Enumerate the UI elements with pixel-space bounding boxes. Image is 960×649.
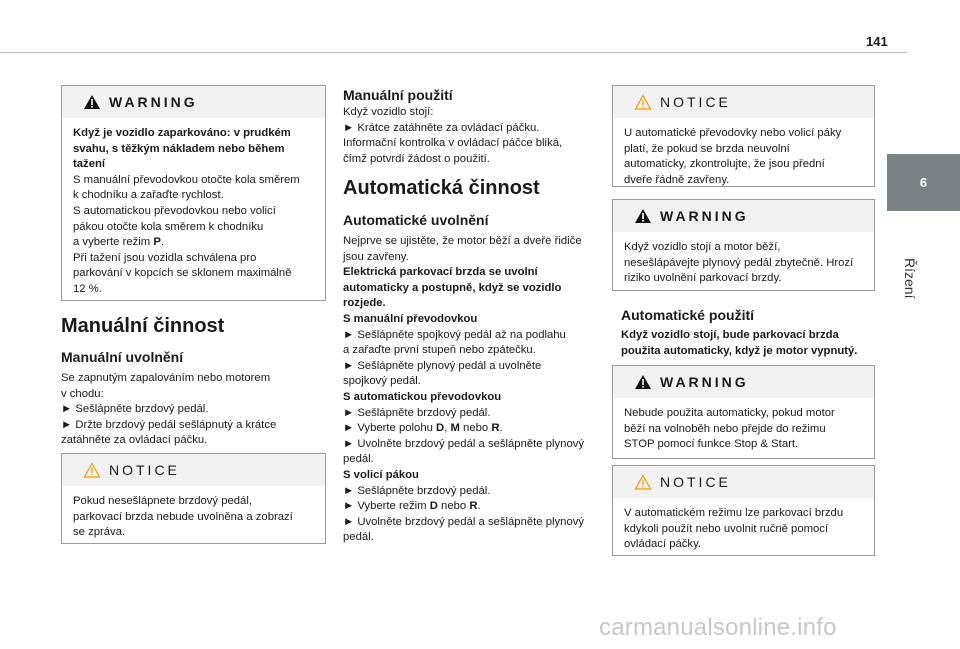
- text-line-bold: S manuální převodovkou: [343, 312, 478, 325]
- mode-p: P: [153, 236, 161, 249]
- text-line: čímž potvrdí žádost o použití.: [343, 152, 490, 165]
- notice-line: dveře řádně zavřeny.: [624, 173, 730, 186]
- text-line: ► Držte brzdový pedál sešlápnutý a krátce: [61, 418, 277, 431]
- warning-bold-line: tažení: [73, 158, 106, 171]
- mode-d: D: [429, 500, 438, 513]
- text-line: pedál.: [343, 453, 374, 466]
- automatic-release-text: [343, 234, 584, 546]
- notice-line: kdykoli použít nebo uvolnit ručně pomocí: [624, 522, 829, 535]
- text-line: a zařaďte první stupeň nebo zpátečku.: [343, 344, 536, 357]
- warning-bold-line: Když je vozidlo zaparkováno: v prudkém: [73, 127, 291, 139]
- warning-line: riziko uvolnění parkovací brzdy.: [624, 272, 782, 285]
- notice-box-doors: [612, 85, 875, 187]
- text-fragment: ► Vyberte režim: [343, 500, 430, 513]
- text-line: Informační kontrolka v ovládací páčce bliká,: [343, 137, 563, 150]
- warning-icon: [634, 208, 652, 224]
- warning-box-idle: [612, 365, 875, 459]
- notice-title: NOTICE: [660, 94, 731, 110]
- heading-automatic-operation: Automatická činnost: [343, 177, 540, 199]
- text-line: Nejprve se ujistěte, že motor běží a dveře řidiče: [343, 235, 582, 247]
- top-divider: [0, 52, 907, 53]
- text-fragment: ► Vyberte polohu: [343, 422, 437, 435]
- warning-line: nesešlápávejte plynový pedál zbytečně. Hrozí: [624, 256, 854, 269]
- text-line: jsou zavřeny.: [343, 250, 409, 263]
- text-line: v chodu:: [61, 387, 104, 400]
- page-number: 141: [866, 34, 888, 49]
- warning-line: S automatickou převodovkou nebo volicí: [73, 204, 276, 217]
- warning-line: Nebude použita automaticky, pokud motor: [624, 407, 835, 419]
- notice-line: automaticky, zkontrolujte, že jsou přední: [624, 158, 825, 171]
- text-fragment: .: [477, 500, 481, 513]
- text-line: pedál.: [343, 531, 374, 544]
- heading-manual-operation: Manuální činnost: [61, 315, 225, 337]
- text-fragment: .: [160, 236, 165, 249]
- notice-header: [613, 466, 874, 498]
- notice-icon: [83, 462, 101, 478]
- heading-manual-use: Manuální použití: [343, 87, 453, 103]
- warning-title: WARNING: [660, 374, 749, 390]
- mode-m: M: [450, 422, 460, 435]
- notice-box-auto-mode: [612, 465, 875, 556]
- warning-line: S manuální převodovkou otočte kola směrem: [73, 173, 300, 186]
- warning-title: WARNING: [660, 208, 749, 224]
- text-line: spojkový pedál.: [343, 375, 421, 388]
- heading-automatic-release: Automatické uvolnění: [343, 212, 489, 228]
- text-line: ► Krátce zatáhněte za ovládací páčku.: [343, 121, 540, 134]
- chapter-tab[interactable]: 6: [887, 154, 960, 211]
- text-line-bold: Když vozidlo stojí, bude parkovací brzda: [621, 329, 839, 341]
- notice-line: platí, že pokud se brzda neuvolní: [624, 142, 790, 155]
- notice-line: V automatickém režimu lze parkovací brzdu: [624, 507, 844, 519]
- notice-title: NOTICE: [109, 462, 180, 478]
- text-line: ► Uvolněte brzdový pedál a sešlápněte plynový: [343, 515, 585, 528]
- text-line-bold: S volicí pákou: [343, 468, 419, 481]
- warning-line: parkování v kopcích se sklonem maximálně: [73, 267, 292, 280]
- warning-box-accelerator: [612, 199, 875, 291]
- text-fragment: .: [499, 422, 503, 435]
- text-line-bold: automaticky a postupně, když se vozidlo: [343, 281, 562, 294]
- warning-icon: [83, 94, 101, 110]
- warning-header: [613, 200, 874, 232]
- notice-line: Pokud nesešlápnete brzdový pedál,: [73, 495, 252, 507]
- text-fragment: ,: [444, 422, 451, 435]
- manual-release-text: [61, 371, 276, 449]
- text-line: ► Sešlápněte brzdový pedál.: [61, 403, 209, 416]
- warning-line: pákou otočte kola směrem k chodníku: [73, 220, 264, 233]
- warning-line: STOP pomocí funkce Stop & Start.: [624, 438, 799, 451]
- text-line: Se zapnutým zapalováním nebo motorem: [61, 372, 271, 384]
- text-line: ► Uvolněte brzdový pedál a sešlápněte plynový: [343, 437, 585, 450]
- text-line: ► Sešlápněte brzdový pedál.: [343, 406, 491, 419]
- notice-title: NOTICE: [660, 474, 731, 490]
- warning-icon: [634, 374, 652, 390]
- text-line-modes: [343, 499, 584, 515]
- notice-line: ovládací páčky.: [624, 538, 702, 551]
- warning-line: 12 %.: [73, 282, 102, 295]
- warning-line: k chodníku a zařaďte rychlost.: [73, 189, 224, 202]
- notice-header: [62, 454, 325, 486]
- mode-r: R: [491, 422, 500, 435]
- warning-line-mode: [73, 235, 315, 251]
- text-line: ► Sešlápněte plynový pedál a uvolněte: [343, 359, 542, 372]
- warning-box-towing: [61, 85, 326, 301]
- warning-title: WARNING: [109, 94, 198, 110]
- warning-line: běží na volnoběh nebo přejde do režimu: [624, 422, 826, 435]
- manual-use-text: [343, 105, 562, 167]
- warning-header: [613, 366, 874, 398]
- watermark: carmanualsonline.info: [599, 614, 837, 641]
- warning-bold-line: svahu, s těžkým nákladem nebo během: [73, 142, 285, 155]
- notice-header: [613, 86, 874, 118]
- notice-line: U automatické převodovky nebo volicí páky: [624, 127, 842, 139]
- text-fragment: a vyberte režim: [73, 236, 154, 249]
- text-line: ► Sešlápněte spojkový pedál až na podlahu: [343, 328, 566, 341]
- notice-icon: [634, 474, 652, 490]
- notice-line: parkovací brzda nebude uvolněna a zobrazí: [73, 510, 293, 523]
- warning-header: [62, 86, 325, 118]
- text-line: ► Sešlápněte brzdový pedál.: [343, 484, 491, 497]
- warning-line: Při tažení jsou vozidla schválena pro: [73, 251, 257, 264]
- heading-automatic-use: Automatické použití: [621, 307, 755, 323]
- warning-body: [62, 118, 325, 306]
- text-line-bold: použita automaticky, když je motor vypnutý.: [621, 344, 858, 357]
- notice-icon: [634, 94, 652, 110]
- text-line-bold: Elektrická parkovací brzda se uvolní: [343, 266, 538, 279]
- notice-body: [613, 498, 874, 561]
- notice-line: se zpráva.: [73, 526, 126, 539]
- notice-body: [613, 118, 874, 196]
- text-line-bold: S automatickou převodovkou: [343, 390, 502, 403]
- heading-manual-release: Manuální uvolnění: [61, 349, 184, 365]
- notice-box-brake: [61, 453, 326, 544]
- chapter-label: Řízení: [902, 258, 918, 299]
- automatic-use-text: [621, 328, 857, 359]
- mode-d: D: [436, 422, 445, 435]
- text-fragment: nebo: [459, 422, 492, 435]
- warning-body: [613, 398, 874, 461]
- mode-r: R: [469, 500, 478, 513]
- text-line-bold: rozjede.: [343, 297, 386, 310]
- warning-body: [613, 232, 874, 295]
- text-line: Když vozidlo stojí:: [343, 106, 434, 118]
- text-line: zatáhněte za ovládací páčku.: [61, 434, 208, 447]
- warning-line: Když vozidlo stojí a motor běží,: [624, 241, 781, 253]
- notice-body: [62, 486, 325, 549]
- text-line-modes: [343, 421, 584, 437]
- text-fragment: nebo: [437, 500, 470, 513]
